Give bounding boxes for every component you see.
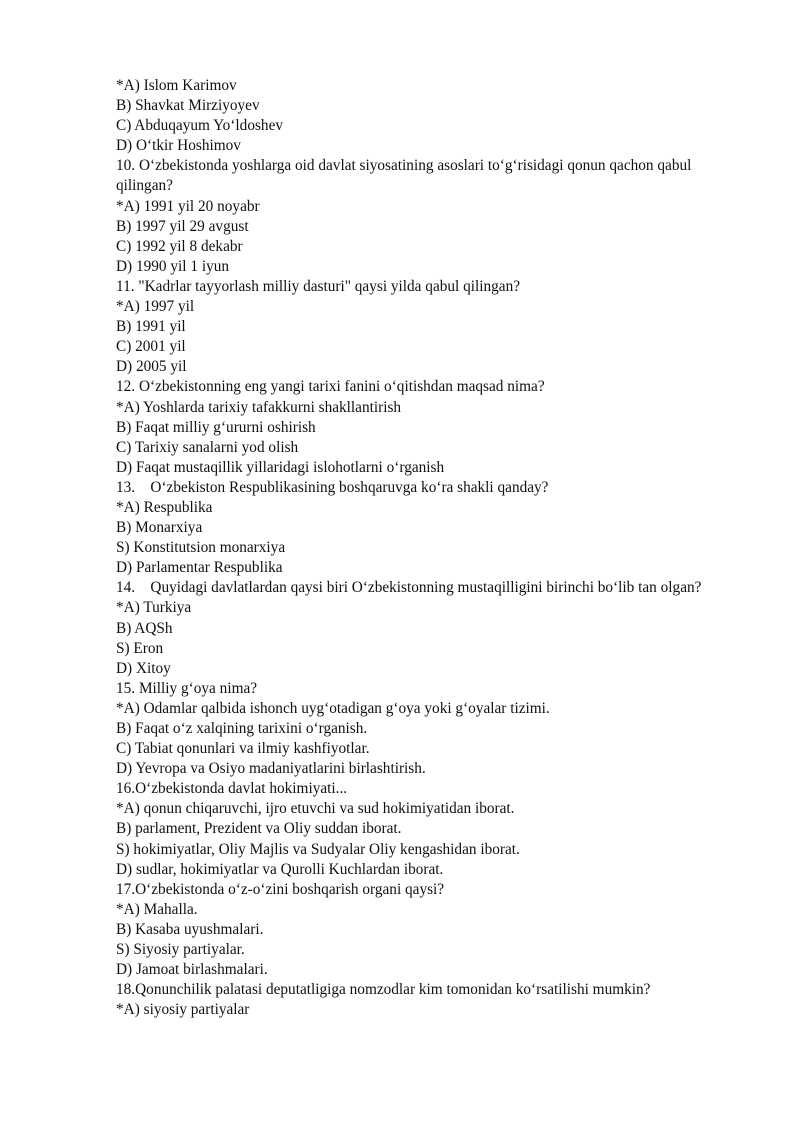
answer-option: B) AQSh [116, 619, 173, 637]
answer-option: *A) Islom Karimov [116, 77, 237, 94]
answer-option: D) Yevropa va Osiyo madaniyatlarini birlashtirish. [116, 760, 426, 778]
answer-option: B) Monarxiya [116, 519, 203, 537]
answer-option: B) 1991 yil [116, 318, 186, 336]
answer-option: *A) Respublika [116, 498, 213, 516]
answer-option: S) Eron [116, 639, 164, 657]
answer-option: C) Tabiat qonunlari va ilmiy kashfiyotlar. [116, 740, 370, 758]
answer-option: *A) qonun chiqaruvchi, ijro etuvchi va sud hokimiyatidan iborat. [116, 800, 515, 818]
question-text: 17.O‘zbekistonda o‘z-o‘zini boshqarish organi qaysi? [116, 880, 445, 898]
question-text: 11. "Kadrlar tayyorlash milliy dasturi" qaysi yilda qabul qilingan? [116, 277, 521, 295]
answer-option: D) sudlar, hokimiyatlar va Qurolli Kuchlardan iborat. [116, 860, 444, 878]
answer-option: C) 2001 yil [116, 338, 186, 356]
answer-option: B) parlament, Prezident va Oliy suddan iborat. [116, 820, 402, 838]
answer-option: *A) Mahalla. [116, 900, 198, 918]
question-text: 10. O‘zbekistonda yoshlarga oid davlat siyosatining asoslari to‘g‘risidagi qonun qachon qabul qilingan? [116, 157, 696, 195]
question-text: 16.O‘zbekistonda davlat hokimiyati... [116, 780, 348, 798]
answer-option: C) 1992 yil 8 dekabr [116, 237, 243, 255]
answer-option: B) Faqat o‘z xalqining tarixini o‘rganish. [116, 720, 368, 737]
answer-option: *A) Yoshlarda tarixiy tafakkurni shakllantirish [116, 398, 402, 416]
answer-option: D) 2005 yil [116, 358, 187, 376]
answer-option: D) Faqat mustaqillik yillaridagi islohotlarni o‘rganish [116, 458, 445, 476]
question-text: 14. Quyidagi davlatlardan qaysi biri O‘zbekistonning mustaqilligini birinchi bo‘lib tan olgan? [116, 579, 702, 597]
answer-option: *A) Turkiya [116, 599, 192, 617]
answer-option: D) Jamoat birlashmalari. [116, 961, 268, 979]
question-text: 13. O‘zbekiston Respublikasining boshqaruvga ko‘ra shakli qanday? [116, 478, 549, 496]
quiz-text-block [116, 76, 736, 1020]
answer-option: D) Xitoy [116, 659, 171, 677]
answer-option: B) 1997 yil 29 avgust [116, 217, 249, 235]
answer-option: B) Kasaba uyushmalari. [116, 920, 264, 938]
answer-option: D) O‘tkir Hoshimov [116, 137, 241, 155]
answer-option: C) Tarixiy sanalarni yod olish [116, 438, 299, 456]
answer-option: B) Faqat milliy g‘ururni oshirish [116, 418, 316, 436]
answer-option: *A) 1997 yil [116, 298, 195, 316]
answer-option: D) 1990 yil 1 iyun [116, 257, 230, 275]
answer-option: S) Siyosiy partiyalar. [116, 941, 245, 959]
answer-option: C) Abduqayum Yo‘ldoshev [116, 117, 284, 135]
question-text: 15. Milliy g‘oya nima? [116, 679, 258, 697]
answer-option: *A) siyosiy partiyalar [116, 1001, 250, 1019]
question-text: 18.Qonunchilik palatasi deputatligiga nomzodlar kim tomonidan ko‘rsatilishi mumkin? [116, 981, 651, 999]
answer-option: D) Parlamentar Respublika [116, 559, 283, 577]
answer-option: *A) Odamlar qalbida ishonch uyg‘otadigan g‘oya yoki g‘oyalar tizimi. [116, 699, 550, 717]
answer-option: S) Konstitutsion monarxiya [116, 539, 286, 557]
question-text: 12. O‘zbekistonning eng yangi tarixi fanini o‘qitishdan maqsad nima? [116, 378, 545, 396]
answer-option: *A) 1991 yil 20 noyabr [116, 197, 260, 215]
answer-option: S) hokimiyatlar, Oliy Majlis va Sudyalar Oliy kengashidan iborat. [116, 840, 520, 858]
answer-option: B) Shavkat Mirziyoyev [116, 97, 260, 115]
